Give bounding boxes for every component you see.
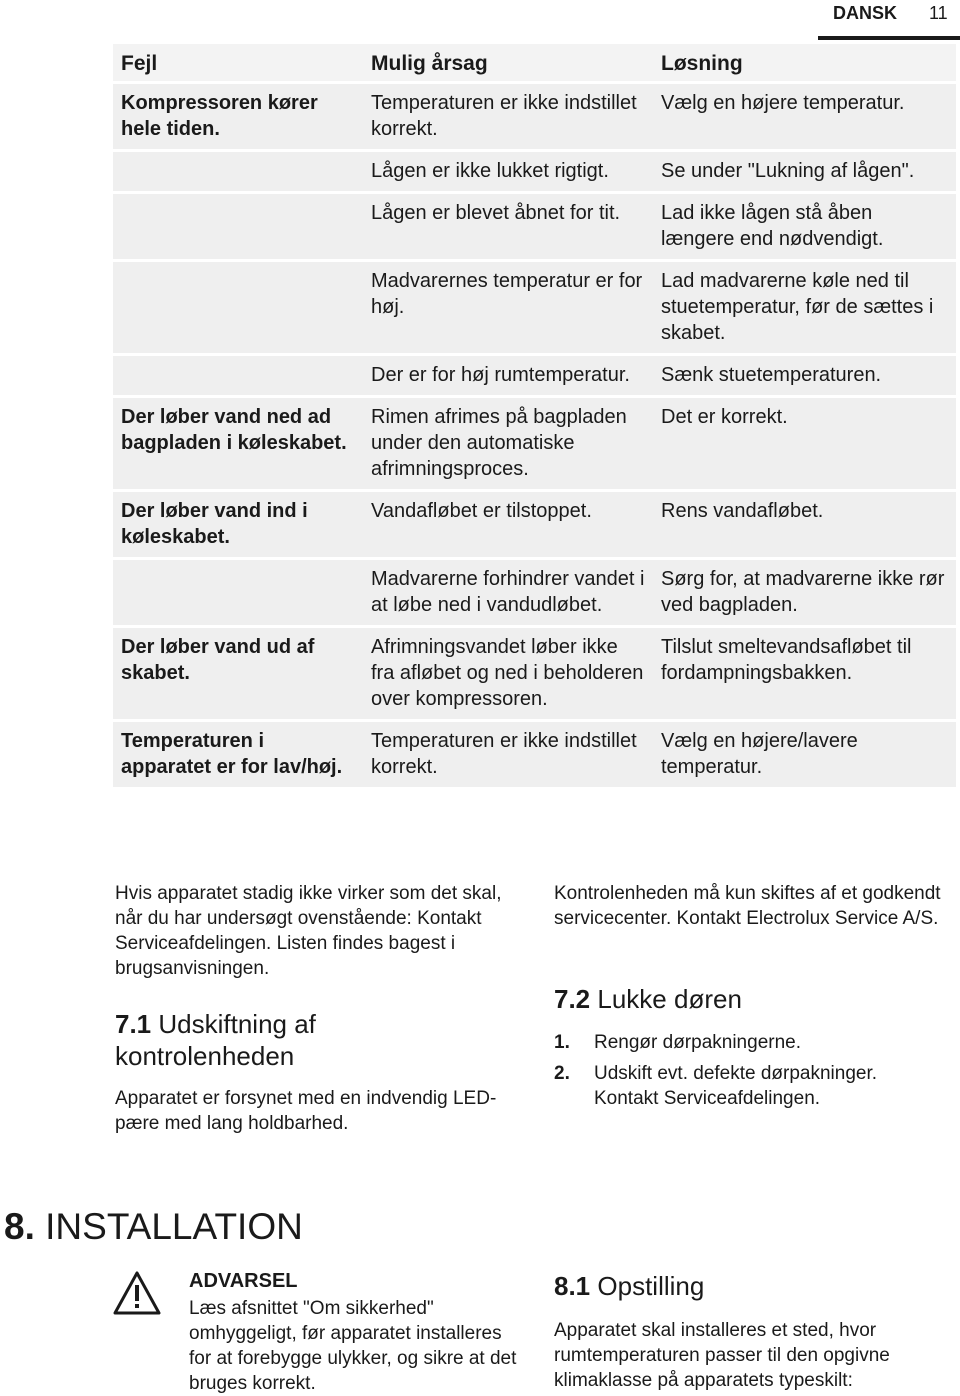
section-7-2-heading (554, 983, 934, 1015)
warning-text: Læs afsnittet "Om sikkerhed" omhyggeligt, før apparatet installeres for at forebygge ulykker, og sikre at det bruges korrekt. (189, 1298, 517, 1394)
step-number: 1. (554, 1032, 570, 1053)
door-steps-list (554, 1030, 924, 1117)
solution-cell: Sørg for, at madvarerne ikke rør ved bagpladen. (661, 568, 945, 616)
language-label: DANSK (833, 3, 898, 23)
led-text: Apparatet er forsynet med en indvendig LED-pære med lang holdbarhed. (115, 1088, 497, 1134)
step-number: 2. (554, 1063, 570, 1084)
solution-cell: Vælg en højere/lavere temperatur. (661, 730, 858, 778)
fault-cell (113, 152, 363, 191)
warning-title: ADVARSEL (189, 1270, 298, 1292)
step-text: Rengør dørpakningerne. (594, 1032, 801, 1053)
section-8-1-number: 8.1 (554, 1271, 591, 1301)
table-row (113, 356, 956, 395)
fault-cell: Der løber vand ind i køleskabet. (121, 500, 308, 548)
troubleshooting-table (113, 44, 956, 790)
section-8-1-heading (554, 1270, 934, 1302)
cause-cell: Madvarerne forhindrer vandet i at løbe ned i vandudløbet. (371, 568, 645, 616)
table-row (113, 262, 956, 353)
section-7-1-heading (115, 1008, 495, 1072)
list-item (554, 1061, 924, 1111)
fault-cell: Kompressoren kører hele tiden. (121, 92, 318, 140)
placement-text: Apparatet skal installeres et sted, hvor rumtemperaturen passer til den opgivne klimaklasse på apparatets typeskilt: (554, 1320, 890, 1391)
table-row (113, 492, 956, 557)
section-7-1-title: Udskiftning af kontrolenheden (115, 1009, 316, 1071)
solution-cell: Vælg en højere temperatur. (661, 92, 905, 114)
solution-cell: Sænk stuetemperaturen. (661, 364, 882, 386)
section-7-2-number: 7.2 (554, 984, 591, 1014)
column-header-cause: Mulig årsag (371, 52, 488, 75)
table-row (113, 398, 956, 489)
cause-cell: Temperaturen er ikke indstillet korrekt. (371, 92, 637, 140)
cause-cell: Madvarernes temperatur er for høj. (371, 270, 643, 318)
fault-cell: Temperaturen i apparatet er for lav/høj. (121, 730, 343, 778)
cause-cell: Afrimningsvandet løber ikke fra afløbet og ned i beholderen over kompressoren. (371, 636, 644, 710)
column-header-fejl: Fejl (121, 52, 158, 75)
table-row (113, 152, 956, 191)
section-7-1-number: 7.1 (115, 1009, 152, 1039)
section-7-2-title: Lukke døren (590, 984, 742, 1014)
table-header-row (113, 44, 956, 81)
cause-cell: Vandafløbet er tilstoppet. (371, 500, 592, 522)
solution-cell: Det er korrekt. (661, 406, 788, 428)
solution-cell: Lad madvarerne køle ned til stuetemperatur, før de sættes i skabet. (661, 270, 934, 344)
fault-cell: Der løber vand ud af skabet. (121, 636, 315, 684)
solution-cell: Se under "Lukning af lågen". (661, 160, 915, 182)
cause-cell: Lågen er blevet åbnet for tit. (371, 202, 621, 224)
table-row (113, 560, 956, 625)
list-item (554, 1030, 924, 1055)
section-8-heading (4, 1204, 303, 1250)
cause-cell: Lågen er ikke lukket rigtigt. (371, 160, 609, 182)
table-row (113, 84, 956, 149)
solution-cell: Tilslut smeltevandsafløbet til fordampningsbakken. (661, 636, 912, 684)
control-unit-text: Kontrolenheden må kun skiftes af et godkendt servicecenter. Kontakt Electrolux Service A/S. (554, 883, 941, 929)
fault-cell (113, 356, 363, 395)
service-note: Hvis apparatet stadig ikke virker som det skal, når du har undersøgt ovenstående: Kontakt Serviceafdelingen. Listen findes bagest i brugsanvisningen. (115, 883, 502, 979)
fault-cell: Der løber vand ned ad bagpladen i køleskabet. (121, 406, 347, 454)
column-header-solution: Løsning (661, 52, 743, 75)
warning-icon (113, 1270, 161, 1316)
section-8-1-title: Opstilling (590, 1271, 705, 1301)
solution-cell: Lad ikke lågen stå åben længere end nødvendigt. (661, 202, 884, 250)
table-row (113, 628, 956, 719)
page-header (0, 0, 960, 46)
table-row (113, 722, 956, 787)
page-number: 11 (929, 3, 948, 23)
fault-cell (113, 262, 363, 353)
cause-cell: Der er for høj rumtemperatur. (371, 364, 630, 386)
step-text: Udskift evt. defekte dørpakninger. Kontakt Serviceafdelingen. (594, 1063, 878, 1109)
section-8-title: INSTALLATION (34, 1206, 303, 1247)
fault-cell (113, 194, 363, 259)
cause-cell: Rimen afrimes på bagpladen under den automatiske afrimningsproces. (371, 406, 627, 480)
solution-cell: Rens vandafløbet. (661, 500, 824, 522)
fault-cell (113, 560, 363, 625)
section-8-number: 8. (4, 1206, 35, 1247)
header-rule (818, 36, 960, 40)
cause-cell: Temperaturen er ikke indstillet korrekt. (371, 730, 637, 778)
table-row (113, 194, 956, 259)
